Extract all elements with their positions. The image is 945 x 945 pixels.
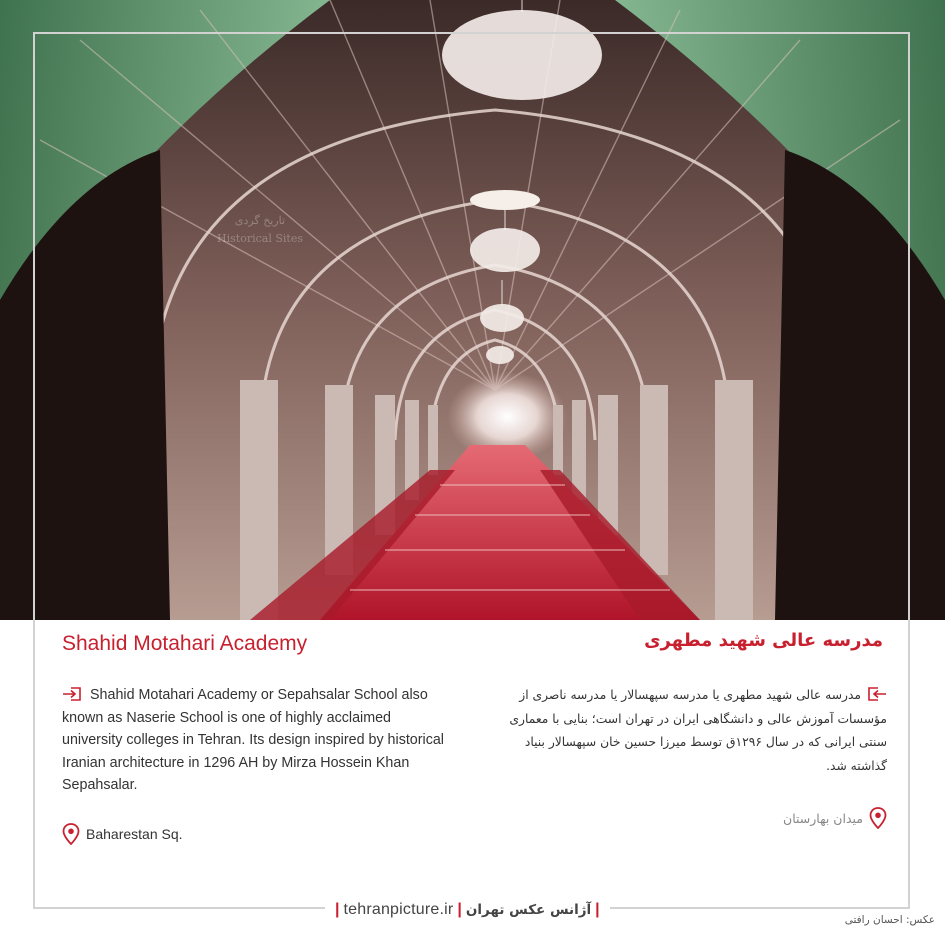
footer-agency-name: آژانس عکس تهران (465, 902, 592, 918)
map-pin-icon (869, 807, 887, 829)
location-en-label: Baharestan Sq. (86, 826, 183, 842)
description-fa (495, 684, 887, 778)
location-fa-label: میدان بهارستان (783, 810, 863, 826)
footer-separator: | (335, 901, 340, 918)
watermark-en: Historical Sites (217, 232, 303, 245)
description-fa-text: مدرسه عالی شهید مطهری یا مدرسه سپهسالار یا مدرسه ناصری از مؤسسات آموزش عالی و دانشگاهی ایران در تهران است؛ بنایی با معماری سنتی ایرانی که در سال ۱۲۹۶ق توسط میرزا حسین خان سپهسالار بنیاد گذاشته شد. (509, 688, 887, 773)
photo-watermark (190, 212, 330, 248)
enter-arrow-icon (867, 686, 887, 702)
photo-credit: عکس: احسان رافتی (844, 914, 935, 926)
description-en-text: Shahid Motahari Academy or Sepahsalar School also known as Naserie School is one of highly acclaimed university colleges in Tehran. Its design inspired by historical Iranian architecture in 1296 AH by Mirza Hossein Khan Sepahsalar. (62, 687, 444, 793)
title-en: Shahid Motahari Academy (62, 632, 308, 655)
enter-arrow-icon (62, 686, 82, 702)
location-en[interactable] (62, 823, 183, 845)
description-en (62, 684, 454, 797)
location-fa[interactable] (783, 807, 887, 829)
footer-brand (325, 898, 610, 922)
title-fa: مدرسه عالی شهید مطهری (644, 630, 883, 651)
footer-separator: | (457, 901, 462, 918)
footer-site-link[interactable]: tehranpicture.ir (343, 901, 454, 918)
footer-separator: | (595, 901, 600, 918)
map-pin-icon (62, 823, 80, 845)
watermark-fa: تاریخ گردی (234, 214, 286, 227)
